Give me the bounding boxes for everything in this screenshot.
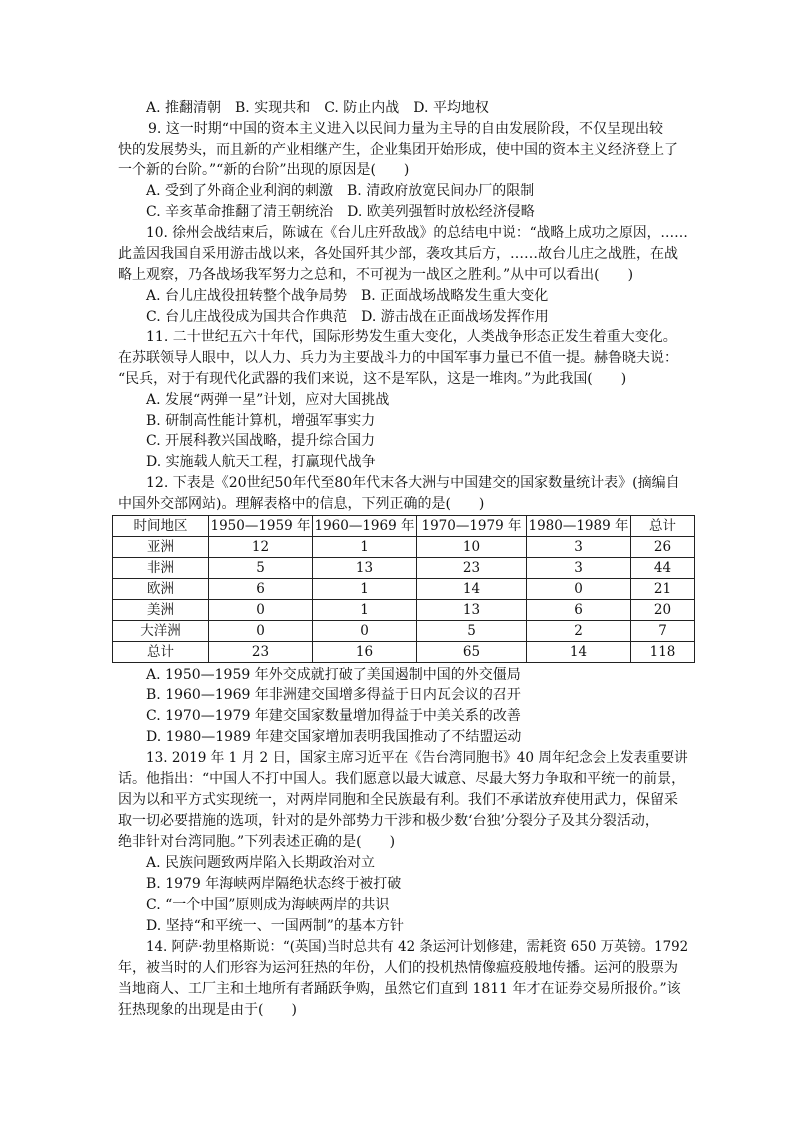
q9-options-ab: A. 受到了外商企业利润的刺激 B. 清政府放宽民间办厂的限制: [146, 183, 535, 199]
table-cell: 欧洲: [113, 579, 209, 600]
q10-stem-line-2: 此盖因我国自采用游击战以来，各处国歼其少部，袭攻其后方，……故台儿庄之战胜，在战: [118, 246, 678, 262]
table-cell: 0: [209, 600, 313, 621]
table-row: [113, 621, 695, 642]
table-cell: 1: [313, 579, 417, 600]
table-cell: 16: [313, 642, 417, 663]
table-cell: 6: [527, 600, 631, 621]
table-header-cell: 时间地区: [113, 516, 209, 537]
q10-options-ab: A. 台儿庄战役扭转整个战争局势 B. 正面战场战略发生重大变化: [146, 288, 549, 304]
table-row: [113, 579, 695, 600]
table-cell: 0: [527, 579, 631, 600]
table-cell: 44: [631, 558, 695, 579]
table-cell: 65: [417, 642, 527, 663]
table-row: [113, 642, 695, 663]
q13-option-a: A. 民族问题致两岸陷入长期政治对立: [146, 855, 376, 871]
table-header-cell: 1950—1959 年: [209, 516, 313, 537]
table-cell: 2: [527, 621, 631, 642]
q14-stem-line-3: 当地商人、工厂主和土地所有者踊跃争购，虽然它们直到 1811 年才在证券交易所报价。”该: [118, 981, 681, 997]
table-cell: 7: [631, 621, 695, 642]
q13-option-c: C. “一个中国”原则成为海峡两岸的共识: [146, 897, 390, 913]
table-row: [113, 558, 695, 579]
table-cell: 6: [209, 579, 313, 600]
q12-option-d: D. 1980—1989 年建交国家增加表明我国推动了不结盟运动: [146, 729, 522, 745]
table-cell: 23: [417, 558, 527, 579]
table-cell: 12: [209, 537, 313, 558]
q13-stem-line-4: 取一切必要措施的选项，针对的是外部势力干涉和极少数‘台独’分裂分子及其分裂活动，: [118, 813, 659, 829]
diplomacy-stats-table: [112, 515, 695, 663]
q11-option-b: B. 研制高性能计算机，增强军事实力: [146, 413, 376, 429]
table-header-cell: 1980—1989 年: [527, 516, 631, 537]
q11-stem-line-1: 11. 二十世纪五六十年代，国际形势发生重大变化，人类战争形态正发生着重大变化。: [146, 329, 677, 345]
table-cell: 1: [313, 600, 417, 621]
table-cell: 14: [417, 579, 527, 600]
q13-stem-line-2: 话。他指出：“中国人不打中国人。我们愿意以最大诚意、尽最大努力争取和平统一的前景，: [118, 771, 686, 787]
q11-option-a: A. 发展“两弹一星”计划，应对大国挑战: [146, 392, 390, 408]
q8-options: A. 推翻清朝 B. 实现共和 C. 防止内战 D. 平均地权: [146, 100, 489, 116]
table-cell: 亚洲: [113, 537, 209, 558]
table-cell: 10: [417, 537, 527, 558]
table-cell: 21: [631, 579, 695, 600]
q12-stem-line-2: 中国外交部网站)。理解表格中的信息，下列正确的是( ): [118, 496, 485, 512]
q10-options-cd: C. 台儿庄战役成为国共合作典范 D. 游击战在正面战场发挥作用: [146, 309, 549, 325]
q9-stem-line-3: 一个新的台阶。”“新的台阶”出现的原因是( ): [118, 162, 410, 178]
q12-option-b: B. 1960—1969 年非洲建交国增多得益于日内瓦会议的召开: [146, 687, 521, 703]
table-header-cell: 1970—1979 年: [417, 516, 527, 537]
table-header-cell: 总计: [631, 516, 695, 537]
q12-stem-line-1: 12. 下表是《20世纪50年代至80年代末各大洲与中国建交的国家数量统计表》(摘编自: [146, 475, 680, 491]
q11-stem-line-2: 在苏联领导人眼中，以人力、兵力为主要战斗力的中国军事力量已不值一提。赫鲁晓夫说：: [118, 350, 678, 366]
q11-option-d: D. 实施载人航天工程，打赢现代战争: [146, 454, 376, 470]
q14-stem-line-2: 年，被当时的人们形容为运河狂热的年份，人们的投机热情像瘟疫般地传播。运河的股票为: [118, 960, 678, 976]
q9-stem-line-2: 快的发展势头，而且新的产业相继产生，企业集团开始形成，使中国的资本主义经济登上了: [118, 142, 678, 158]
q13-stem-line-3: 因为以和平方式实现统一，对两岸同胞和全民族最有利。我们不承诺放弃使用武力，保留采: [118, 792, 678, 808]
q12-option-a: A. 1950—1959 年外交成就打破了美国遏制中国的外交僵局: [146, 667, 521, 683]
table-cell: 3: [527, 537, 631, 558]
table-cell: 0: [209, 621, 313, 642]
table-cell: 非洲: [113, 558, 209, 579]
q10-stem-line-1: 10. 徐州会战结束后，陈诚在《台儿庄歼敌战》的总结电中说：“战略上成功之原因，……: [146, 225, 688, 241]
table-row: [113, 600, 695, 621]
q14-stem-line-1: 14. 阿萨·勃里格斯说：“(英国)当时总共有 42 条运河计划修建，需耗资 650 万英镑。1792: [146, 939, 689, 955]
table-cell: 总计: [113, 642, 209, 663]
q14-stem-line-4: 狂热现象的出现是由于( ): [118, 1002, 297, 1018]
q12-option-c: C. 1970—1979 年建交国家数量增加得益于中美关系的改善: [146, 708, 521, 724]
table-cell: 美洲: [113, 600, 209, 621]
table-cell: 118: [631, 642, 695, 663]
table-cell: 13: [313, 558, 417, 579]
table-cell: 0: [313, 621, 417, 642]
table-header-cell: 1960—1969 年: [313, 516, 417, 537]
q11-option-c: C. 开展科教兴国战略，提升综合国力: [146, 433, 376, 449]
table-cell: 14: [527, 642, 631, 663]
table-cell: 3: [527, 558, 631, 579]
q13-stem-line-1: 13. 2019 年 1 月 2 日，国家主席习近平在《告台湾同胞书》40 周年纪念会上发表重要讲: [146, 750, 688, 766]
q13-option-b: B. 1979 年海峡两岸隔绝状态终于被打破: [146, 876, 402, 892]
table-cell: 1: [313, 537, 417, 558]
table-cell: 26: [631, 537, 695, 558]
q13-option-d: D. 坚持“和平统一、一国两制”的基本方针: [146, 918, 404, 934]
table-cell: 23: [209, 642, 313, 663]
table-cell: 大洋洲: [113, 621, 209, 642]
q11-stem-line-3: “民兵，对于有现代化武器的我们来说，这不是军队，这是一堆肉。”为此我国( ): [118, 371, 627, 387]
table-cell: 20: [631, 600, 695, 621]
table-header-row: [113, 516, 695, 537]
q10-stem-line-3: 略上观察，乃各战场我军努力之总和，不可视为一战区之胜利。”从中可以看出( ): [118, 267, 634, 283]
q13-stem-line-5: 绝非针对台湾同胞。”下列表述正确的是( ): [118, 834, 396, 850]
table-row: [113, 537, 695, 558]
table-cell: 13: [417, 600, 527, 621]
table-cell: 5: [209, 558, 313, 579]
table-cell: 5: [417, 621, 527, 642]
q9-stem-line-1: 9. 这一时期“中国的资本主义进入以民间力量为主导的自由发展阶段，不仅呈现出较: [148, 121, 663, 137]
q9-options-cd: C. 辛亥革命推翻了清王朝统治 D. 欧美列强暂时放松经济侵略: [146, 204, 535, 220]
